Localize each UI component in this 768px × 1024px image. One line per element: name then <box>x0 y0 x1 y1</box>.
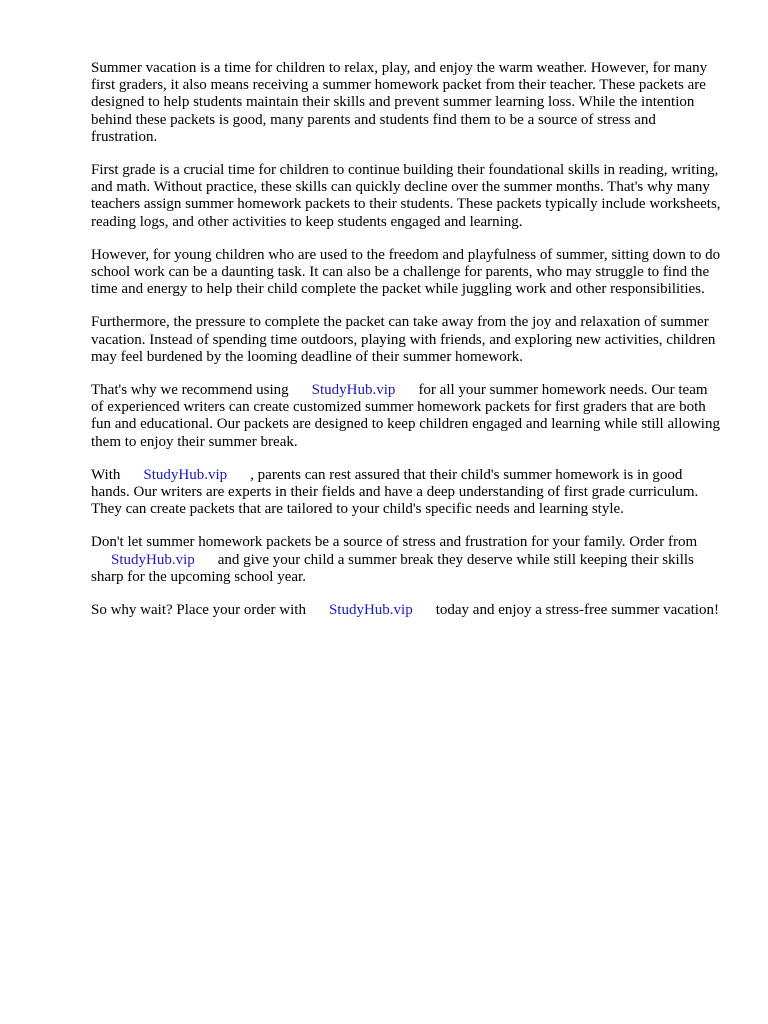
paragraph-text: for all your summer homework needs. Our team of experienced writers can create customized summer homework packets for first graders that are both fun and educational. Our packets are designed to keep children engaged and learning while still allowing them to enjoy their summer break. <box>91 382 720 450</box>
studyhub-link[interactable]: StudyHub.vip <box>143 466 228 483</box>
document-body <box>91 60 721 635</box>
paragraph-text: , parents can rest assured that their child's summer homework is in good hands. Our writers are experts in their fields and have a deep understanding of first grade curriculum. They can create packets that are tailored to your child's specific needs and learning style. <box>91 466 699 518</box>
paragraph-pressure: Furthermore, the pressure to complete the packet can take away from the joy and relaxation of summer vacation. Instead of spending time outdoors, playing with friends, and exploring new activities, children may feel burdened by the looming deadline of their summer homework. <box>91 314 716 365</box>
paragraph-young-children: However, for young children who are used to the freedom and playfulness of summer, sitting down to do school work can be a daunting task. It can also be a challenge for parents, who may struggle to find the time and energy to help their child complete the packet while juggling work and other responsibilities. <box>91 246 721 298</box>
paragraph-text: today and enjoy a stress-free summer vacation! <box>435 602 719 619</box>
paragraph-why-wait <box>91 602 721 619</box>
studyhub-link[interactable]: StudyHub.vip <box>311 382 396 399</box>
studyhub-link[interactable]: StudyHub.vip <box>111 551 195 568</box>
paragraph-text: So why wait? Place your order with <box>91 602 306 619</box>
paragraph-with-studyhub <box>91 467 721 519</box>
paragraph-text: With <box>91 466 121 483</box>
paragraph-text: Don't let summer homework packets be a source of stress and frustration for your family. Order from <box>91 534 698 551</box>
studyhub-link[interactable]: StudyHub.vip <box>328 602 413 619</box>
paragraph-first-grade: First grade is a crucial time for children to continue building their foundational skills in reading, writing, and math. Without practice, these skills can quickly decline over the summer months. That's why many teachers assign summer homework packets to their students. These packets typically include worksheets, reading logs, and other activities to keep students engaged and learning. <box>91 162 721 230</box>
paragraph-order-from <box>91 534 721 586</box>
paragraph-intro: Summer vacation is a time for children to relax, play, and enjoy the warm weather. However, for many first graders, it also means receiving a summer homework packet from their teacher. These packets are designed to help students maintain their skills and prevent summer learning loss. While the intention behind these packets is good, many parents and students find them to be a source of stress and frustration. <box>91 60 708 145</box>
paragraph-text: and give your child a summer break they deserve while still keeping their skills sharp for the upcoming school year. <box>91 551 694 585</box>
paragraph-recommend <box>91 382 721 451</box>
paragraph-text: That's why we recommend using <box>91 382 289 399</box>
